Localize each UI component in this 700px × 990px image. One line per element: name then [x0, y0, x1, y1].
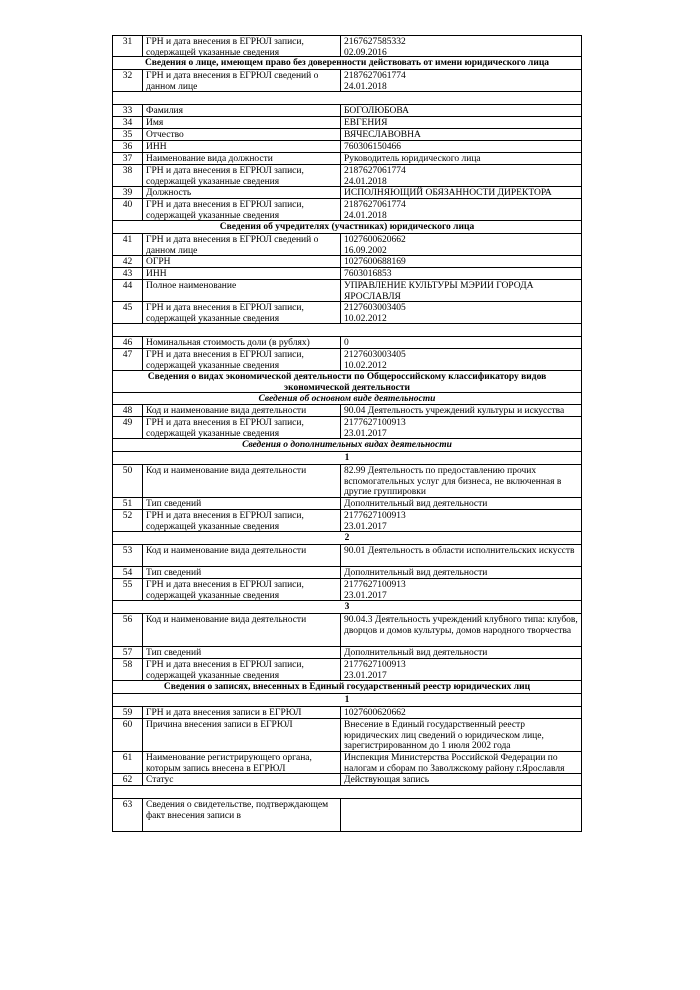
field-value: 2127603003405 10.02.2012 [344, 303, 406, 324]
field-value: ВЯЧЕСЛАВОВНА [344, 130, 421, 140]
field-label: Код и наименование вида деятельности [143, 614, 341, 646]
field-row [112, 302, 582, 324]
field-label: Код и наименование вида деятельности [143, 545, 341, 566]
field-row [112, 199, 582, 221]
field-label: ГРН и дата внесения в ЕГРЮЛ записи, содержащей указанные сведения [143, 510, 341, 531]
field-row [112, 647, 582, 659]
field-value: Дополнительный вид деятельности [344, 568, 488, 578]
blank-row [112, 324, 582, 337]
row-number: 41 [113, 234, 143, 255]
field-label: Имя [143, 117, 341, 128]
group-index: 3 [344, 602, 350, 612]
field-label: Статус [143, 774, 341, 785]
field-row [112, 187, 582, 199]
field-value: 2177627100913 23.01.2017 [344, 580, 406, 601]
row-number: 34 [113, 117, 143, 128]
field-row [112, 567, 582, 579]
field-label: ГРН и дата внесения в ЕГРЮЛ записи, содержащей указанные сведения [143, 302, 341, 323]
field-label: ГРН и дата внесения в ЕГРЮЛ записи, содержащей указанные сведения [143, 199, 341, 220]
field-value: Внесение в Единый государственный реестр юридических лиц сведений о юридическом лице, зарегистрированном до 1 июля 2002 года [344, 720, 544, 751]
field-value: 1027600688169 [344, 257, 406, 267]
field-row [112, 337, 582, 349]
field-label: Код и наименование вида деятельности [143, 465, 341, 497]
field-label: Номинальная стоимость доли (в рублях) [143, 337, 341, 348]
row-number: 36 [113, 141, 143, 152]
row-number: 38 [113, 165, 143, 186]
field-value: 2177627100913 23.01.2017 [344, 418, 406, 439]
field-row [112, 35, 582, 57]
field-row [112, 141, 582, 153]
field-value: Действующая запись [344, 775, 430, 785]
row-number: 50 [113, 465, 143, 497]
blank-row [112, 786, 582, 799]
field-row [112, 105, 582, 117]
field-label: Тип сведений [143, 567, 341, 578]
field-value: Инспекция Министерства Российской Федерации по налогам и сборам по Заволжскому району г.Ярославля [344, 753, 565, 774]
section-header [112, 681, 582, 694]
row-number: 59 [113, 707, 143, 718]
field-label: ГРН и дата внесения в ЕГРЮЛ записи, содержащей указанные сведения [143, 659, 341, 680]
row-number: 43 [113, 268, 143, 279]
field-row [112, 256, 582, 268]
field-label: ИНН [143, 141, 341, 152]
field-row [112, 614, 582, 647]
field-row [112, 349, 582, 371]
field-row [112, 280, 582, 302]
row-number: 63 [113, 799, 143, 831]
field-value: 2187627061774 24.01.2018 [344, 71, 406, 92]
field-value: 90.04.3 Деятельность учреждений клубного типа: клубов, дворцов и домов культуры, домов народного творчества [344, 615, 578, 636]
field-label: Полное наименование [143, 280, 341, 301]
group-number [112, 601, 582, 614]
section-title: Сведения о видах экономической деятельности по Общероссийскому классификатору видов экономической деятельности [147, 372, 547, 393]
field-label: ИНН [143, 268, 341, 279]
group-index: 2 [344, 533, 350, 543]
field-label: Сведения о свидетельстве, подтверждающем факт внесения записи в [143, 799, 341, 831]
field-row [112, 234, 582, 256]
field-row [112, 799, 582, 832]
row-number: 56 [113, 614, 143, 646]
field-value: 760306150466 [344, 142, 401, 152]
field-row [112, 129, 582, 141]
field-label: Должность [143, 187, 341, 198]
section-title: Сведения о записях, внесенных в Единый государственный реестр юридических лиц [163, 682, 531, 692]
row-number: 54 [113, 567, 143, 578]
field-label: ГРН и дата внесения в ЕГРЮЛ сведений о данном лице [143, 70, 341, 91]
row-number: 49 [113, 417, 143, 438]
field-row [112, 268, 582, 280]
row-number: 40 [113, 199, 143, 220]
field-label: Тип сведений [143, 647, 341, 658]
field-row [112, 659, 582, 681]
row-number: 51 [113, 498, 143, 509]
row-number: 57 [113, 647, 143, 658]
field-label: Отчество [143, 129, 341, 140]
section-header [112, 221, 582, 234]
field-value: 1027600620662 16.09.2002 [344, 235, 406, 256]
field-row [112, 498, 582, 510]
field-row [112, 774, 582, 786]
field-value: Руководитель юридического лица [344, 154, 481, 164]
field-value: ИСПОЛНЯЮЩИЙ ОБЯЗАННОСТИ ДИРЕКТОРА [344, 188, 552, 198]
row-number: 45 [113, 302, 143, 323]
section-header [112, 57, 582, 70]
row-number: 31 [113, 36, 143, 56]
field-label: ГРН и дата внесения в ЕГРЮЛ записи, содержащей указанные сведения [143, 579, 341, 600]
field-label: ГРН и дата внесения в ЕГРЮЛ записи, содержащей указанные сведения [143, 417, 341, 438]
field-row [112, 153, 582, 165]
field-row [112, 465, 582, 498]
field-value: 2187627061774 24.01.2018 [344, 166, 406, 187]
field-row [112, 545, 582, 567]
row-number: 58 [113, 659, 143, 680]
row-number: 42 [113, 256, 143, 267]
field-value: 1027600620662 [344, 708, 406, 718]
row-number: 39 [113, 187, 143, 198]
row-number: 52 [113, 510, 143, 531]
field-row [112, 417, 582, 439]
field-label: ГРН и дата внесения в ЕГРЮЛ записи, содержащей указанные сведения [143, 165, 341, 186]
field-label: ГРН и дата внесения записи в ЕГРЮЛ [143, 707, 341, 718]
field-row [112, 117, 582, 129]
field-label: Наименование регистрирующего органа, которым запись внесена в ЕГРЮЛ [143, 752, 341, 773]
field-value: 90.04 Деятельность учреждений культуры и искусства [344, 406, 565, 416]
field-row [112, 510, 582, 532]
subsection-header [112, 393, 582, 405]
row-number: 46 [113, 337, 143, 348]
field-value: 2177627100913 23.01.2017 [344, 511, 406, 532]
row-number: 62 [113, 774, 143, 785]
section-title: Сведения об учредителях (участниках) юридического лица [219, 222, 475, 232]
field-row [112, 707, 582, 719]
field-label: ОГРН [143, 256, 341, 267]
row-number: 47 [113, 349, 143, 370]
group-number [112, 452, 582, 465]
field-value [341, 799, 581, 831]
field-value: 90.01 Деятельность в области исполнительских искусств [344, 546, 575, 556]
field-label: Наименование вида должности [143, 153, 341, 164]
row-number: 60 [113, 719, 143, 751]
subsection-title: Сведения о дополнительных видах деятельности [242, 440, 452, 450]
row-number: 37 [113, 153, 143, 164]
row-number: 61 [113, 752, 143, 773]
field-row [112, 719, 582, 752]
field-value: 2127603003405 10.02.2012 [344, 350, 406, 371]
field-row [112, 70, 582, 92]
group-index: 1 [344, 453, 350, 463]
group-number [112, 694, 582, 707]
field-value: 7603016853 [344, 269, 392, 279]
field-value: БОГОЛЮБОВА [344, 106, 409, 116]
field-row [112, 165, 582, 187]
blank-cell [113, 92, 581, 104]
field-label: Фамилия [143, 105, 341, 116]
group-index: 1 [344, 695, 350, 705]
section-title: Сведения о лице, имеющем право без доверенности действовать от имени юридического лица [144, 58, 550, 68]
field-label: Причина внесения записи в ЕГРЮЛ [143, 719, 341, 751]
subsection-header [112, 439, 582, 452]
field-label: ГРН и дата внесения в ЕГРЮЛ записи, содержащей указанные сведения [143, 349, 341, 370]
field-label: Код и наименование вида деятельности [143, 405, 341, 416]
field-value: Дополнительный вид деятельности [344, 648, 488, 658]
section-header [112, 371, 582, 393]
row-number: 48 [113, 405, 143, 416]
field-label: Тип сведений [143, 498, 341, 509]
row-number: 32 [113, 70, 143, 91]
row-number: 53 [113, 545, 143, 566]
field-value: ЕВГЕНИЯ [344, 118, 388, 128]
row-number: 33 [113, 105, 143, 116]
field-row [112, 752, 582, 774]
field-row [112, 405, 582, 417]
blank-cell [113, 324, 581, 336]
row-number: 44 [113, 280, 143, 301]
group-number [112, 532, 582, 545]
field-value: 2177627100913 23.01.2017 [344, 660, 406, 681]
subsection-title: Сведения об основном виде деятельности [258, 394, 436, 404]
field-value: Дополнительный вид деятельности [344, 499, 488, 509]
field-label: ГРН и дата внесения в ЕГРЮЛ записи, содержащей указанные сведения [143, 36, 341, 56]
field-value: 2187627061774 24.01.2018 [344, 200, 406, 221]
blank-cell [113, 786, 581, 798]
field-value: 2167627585332 02.09.2016 [344, 37, 406, 58]
field-value: 82.99 Деятельность по предоставлению прочих вспомогательных услуг для бизнеса, не включенная в другие группировки [344, 466, 562, 497]
field-value: 0 [344, 338, 349, 348]
row-number: 35 [113, 129, 143, 140]
field-row [112, 579, 582, 601]
egrul-extract-table [112, 35, 582, 832]
blank-row [112, 92, 582, 105]
row-number: 55 [113, 579, 143, 600]
field-value: УПРАВЛЕНИЕ КУЛЬТУРЫ МЭРИИ ГОРОДА ЯРОСЛАВЛЯ [344, 281, 534, 302]
field-label: ГРН и дата внесения в ЕГРЮЛ сведений о данном лице [143, 234, 341, 255]
